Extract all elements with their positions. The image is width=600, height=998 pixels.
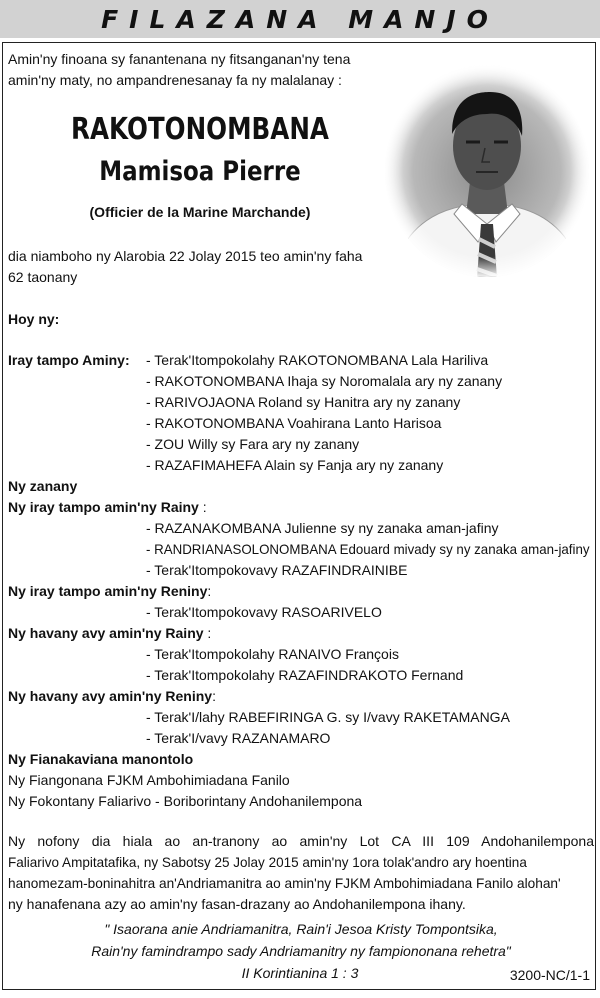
paternal-siblings-label: Ny iray tampo amin'ny Rainy <box>8 499 199 515</box>
list-item: - Terak'Itompokovavy RAZAFINDRAINIBE <box>146 562 408 578</box>
hoy-ny-label: Hoy ny: <box>8 311 60 327</box>
list-item: - RANDRIANASOLONOMBANA Edouard mivady sy ny zanaka aman-jafiny <box>146 541 590 557</box>
list-item: - RAKOTONOMBANA Ihaja sy Noromalala ary ny zanany <box>146 373 503 389</box>
list-item: - Terak'I/lahy RABEFIRINGA G. sy I/vavy RAKETAMANGA <box>146 709 510 725</box>
list-item: - Terak'Itompokovavy RASOARIVELO <box>146 604 382 620</box>
intro-line-1: Amin'ny finoana sy fanantenana ny fitsanganan'ny tena <box>8 51 351 67</box>
maternal-siblings-label: Ny iray tampo amin'ny Reniny <box>8 583 208 599</box>
reference-code: 3200-NC/1-1 <box>509 967 590 983</box>
list-item: - Terak'Itompokolahy RAZAFINDRAKOTO Fernand <box>146 667 464 683</box>
paternal-siblings-heading <box>8 497 207 518</box>
funeral-line-1: Ny nofony dia hiala ao an-tranony ao amin'ny Lot CA III 109 Andohanilempona <box>8 833 594 849</box>
list-item: - RARIVOJAONA Roland sy Hanitra ary ny zanany <box>146 394 461 410</box>
maternal-relatives-heading <box>8 686 216 707</box>
portrait-photo <box>382 64 592 278</box>
death-notice-line-1: dia niamboho ny Alarobia 22 Jolay 2015 teo amin'ny faha <box>8 248 363 264</box>
deceased-surname: RAKOTONOMBANA <box>71 112 329 147</box>
funeral-line-3: hanomezam-boninahitra an'Andriamanitra ao amin'ny FJKM Ambohimiadana Fanilo alohan' <box>8 875 561 891</box>
maternal-relatives-label: Ny havany avy amin'ny Reniny <box>8 688 213 704</box>
list-item: - RAZANAKOMBANA Julienne sy ny zanaka aman-jafiny <box>146 520 499 536</box>
paternal-relatives-heading <box>8 623 211 644</box>
header-banner <box>0 0 600 38</box>
verse-line-2: Rain'ny famindrampo sady Andriamanitry ny fampiononana rehetra" <box>91 943 511 959</box>
siblings-label: Iray tampo Aminy: <box>8 352 130 368</box>
list-item: - ZOU Willy sy Fara ary ny zanany <box>146 436 360 452</box>
header-title: FILAZANA MANJO <box>101 4 499 34</box>
deceased-title: (Officier de la Marine Marchande) <box>89 204 311 220</box>
death-notice-line-2: 62 taonany <box>8 269 78 285</box>
children-label: Ny zanany <box>8 478 78 494</box>
paternal-siblings-sep: : <box>198 499 207 515</box>
list-item: - Terak'I/vavy RAZANAMARO <box>146 730 331 746</box>
verse-line-1: " Isaorana anie Andriamanitra, Rain'i Jesoa Kristy Tompontsika, <box>104 921 498 937</box>
paternal-relatives-label: Ny havany avy amin'ny Rainy <box>8 625 204 641</box>
funeral-line-4: ny hanafenana azy ao amin'ny fasan-drazany ao Andohanilempona ihany. <box>8 896 466 912</box>
deceased-given-names: Mamisoa Pierre <box>99 156 301 187</box>
paternal-relatives-sep: : <box>203 625 212 641</box>
verse-reference: II Korintianina 1 : 3 <box>241 965 359 981</box>
list-item: - RAZAFIMAHEFA Alain sy Fanja ary ny zanany <box>146 457 444 473</box>
maternal-relatives-sep: : <box>212 688 216 704</box>
church-label: Ny Fiangonana FJKM Ambohimiadana Fanilo <box>8 772 290 788</box>
funeral-line-2: Faliarivo Ampitatafika, ny Sabotsy 25 Jolay 2015 amin'ny 1ora tolak'andro ary hoentina <box>8 854 527 870</box>
maternal-siblings-sep: : <box>207 583 212 599</box>
fokontany-label: Ny Fokontany Faliarivo - Boriborintany Andohanilempona <box>8 793 363 809</box>
whole-family-label: Ny Fianakaviana manontolo <box>8 751 194 767</box>
list-item: - Terak'Itompokolahy RAKOTONOMBANA Lala Hariliva <box>146 352 489 368</box>
list-item: - Terak'Itompokolahy RANAIVO François <box>146 646 399 662</box>
intro-line-2: amin'ny maty, no ampandrenesanay fa ny malalanay : <box>8 72 342 88</box>
list-item: - RAKOTONOMBANA Voahirana Lanto Harisoa <box>146 415 442 431</box>
maternal-siblings-heading <box>8 581 211 602</box>
